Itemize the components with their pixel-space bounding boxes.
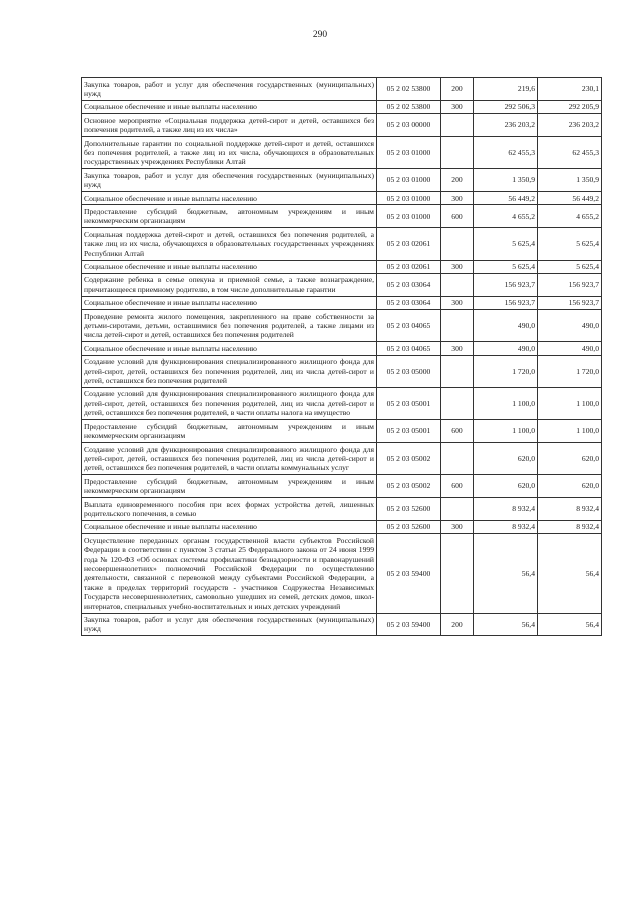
- row-code-cell: 05 2 03 03064: [377, 273, 441, 296]
- row-expense-type-cell: [441, 443, 474, 475]
- row-expense-type-cell: 600: [441, 205, 474, 228]
- row-code-cell: 05 2 03 00000: [377, 114, 441, 137]
- table-row: [82, 296, 602, 309]
- row-name-cell: Создание условий для функционирования специализированного жилищного фонда для детей-сирот, детей, оставшихся без попечения родителей, лиц из числа детей-сирот и детей, оставшихся без попечения родителей, в части оплаты налога на имущество: [82, 387, 377, 419]
- row-amount-2-cell: 230,1: [538, 78, 602, 101]
- row-amount-1-cell: 1 100,0: [474, 420, 538, 443]
- row-amount-2-cell: 56 449,2: [538, 192, 602, 205]
- row-expense-type-cell: [441, 534, 474, 613]
- table-row: [82, 169, 602, 192]
- row-name-cell: Содержание ребенка в семье опекуна и приемной семье, а также вознаграждение, причитающееся приемному родителю, в том числе дополнительные гарантии: [82, 273, 377, 296]
- row-expense-type-cell: [441, 114, 474, 137]
- row-amount-2-cell: 8 932,4: [538, 520, 602, 533]
- table-row: [82, 205, 602, 228]
- row-amount-1-cell: 1 720,0: [474, 355, 538, 387]
- row-amount-1-cell: 236 203,2: [474, 114, 538, 137]
- row-amount-2-cell: 5 625,4: [538, 260, 602, 273]
- table-row: [82, 260, 602, 273]
- row-expense-type-cell: [441, 498, 474, 521]
- row-name-cell: Выплата единовременного пособия при всех формах устройства детей, лишенных родительского попечения, в семью: [82, 498, 377, 521]
- table-row: [82, 114, 602, 137]
- row-amount-1-cell: 292 506,3: [474, 100, 538, 113]
- row-name-cell: Социальное обеспечение и иные выплаты населению: [82, 192, 377, 205]
- row-code-cell: 05 2 03 01000: [377, 205, 441, 228]
- row-expense-type-cell: 300: [441, 100, 474, 113]
- row-code-cell: 05 2 03 02061: [377, 260, 441, 273]
- page-number: 290: [312, 30, 328, 40]
- row-name-cell: Социальное обеспечение и иные выплаты населению: [82, 342, 377, 355]
- row-code-cell: 05 2 03 05001: [377, 387, 441, 419]
- table-row: [82, 443, 602, 475]
- row-amount-1-cell: 1 100,0: [474, 387, 538, 419]
- budget-table-body: [82, 78, 602, 636]
- row-expense-type-cell: [441, 137, 474, 169]
- table-row: [82, 475, 602, 498]
- row-name-cell: Социальное обеспечение и иные выплаты населению: [82, 260, 377, 273]
- row-amount-2-cell: 1 350,9: [538, 169, 602, 192]
- row-amount-1-cell: 156 923,7: [474, 296, 538, 309]
- row-code-cell: 05 2 02 53800: [377, 78, 441, 101]
- row-name-cell: Осуществление переданных органам государственной власти субъектов Российской Федерации в соответствии с пунктом 3 статьи 25 Федерального закона от 24 июня 1999 года № 120-ФЗ «Об основах системы профилактики безнадзорности и правонарушений несовершеннолетних» полномочий Российской Федерации по осуществлению деятельности, связанной с перевозкой между субъектами Российской Федерации, а также в пределах территорий государств - участников Содружества Независимых Государств несовершеннолетних, самовольно ушедших из семей, детских домов, школ-интернатов, специальных учебно-воспитательных и иных детских учреждений: [82, 534, 377, 613]
- row-name-cell: Создание условий для функционирования специализированного жилищного фонда для детей-сирот, детей, оставшихся без попечения родителей, лиц из числа детей-сирот и детей, оставшихся без попечения родителей, в части оплаты коммунальных услуг: [82, 443, 377, 475]
- row-amount-2-cell: 236 203,2: [538, 114, 602, 137]
- row-name-cell: Социальное обеспечение и иные выплаты населению: [82, 296, 377, 309]
- row-code-cell: 05 2 03 05002: [377, 443, 441, 475]
- row-name-cell: Создание условий для функционирования специализированного жилищного фонда для детей-сирот, детей, оставшихся без попечения родителей, лиц из числа детей-сирот и детей, оставшихся без попечения родителей: [82, 355, 377, 387]
- row-code-cell: 05 2 03 01000: [377, 137, 441, 169]
- row-expense-type-cell: [441, 310, 474, 342]
- row-amount-2-cell: 1 100,0: [538, 420, 602, 443]
- row-code-cell: 05 2 03 05002: [377, 475, 441, 498]
- row-expense-type-cell: 300: [441, 192, 474, 205]
- table-row: [82, 228, 602, 260]
- table-row: [82, 387, 602, 419]
- row-amount-2-cell: 56,4: [538, 613, 602, 636]
- row-amount-2-cell: 5 625,4: [538, 228, 602, 260]
- row-amount-2-cell: 56,4: [538, 534, 602, 613]
- row-code-cell: 05 2 03 01000: [377, 169, 441, 192]
- table-row: [82, 100, 602, 113]
- row-expense-type-cell: [441, 228, 474, 260]
- row-amount-1-cell: 156 923,7: [474, 273, 538, 296]
- table-row: [82, 78, 602, 101]
- row-code-cell: 05 2 03 03064: [377, 296, 441, 309]
- row-amount-1-cell: 8 932,4: [474, 498, 538, 521]
- row-name-cell: Предоставление субсидий бюджетным, автономным учреждениям и иным некоммерческим организациям: [82, 475, 377, 498]
- row-amount-2-cell: 156 923,7: [538, 296, 602, 309]
- row-amount-2-cell: 1 100,0: [538, 387, 602, 419]
- row-expense-type-cell: 300: [441, 520, 474, 533]
- table-row: [82, 137, 602, 169]
- row-name-cell: Социальная поддержка детей-сирот и детей, оставшихся без попечения родителей, а также лиц из их числа, обучающихся в образовательных государственных учреждениях Республики Алтай: [82, 228, 377, 260]
- row-amount-2-cell: 4 655,2: [538, 205, 602, 228]
- row-expense-type-cell: 200: [441, 613, 474, 636]
- row-amount-1-cell: 490,0: [474, 310, 538, 342]
- row-amount-1-cell: 8 932,4: [474, 520, 538, 533]
- row-name-cell: Проведение ремонта жилого помещения, закрепленного на праве собственности за детьми-сиротами, детьми, оставшимися без попечения родителей, а также лицами из числа детей-сирот и детей, оставшихся без попечения родителей: [82, 310, 377, 342]
- table-row: [82, 273, 602, 296]
- row-expense-type-cell: [441, 273, 474, 296]
- row-code-cell: 05 2 03 04065: [377, 342, 441, 355]
- row-expense-type-cell: 300: [441, 296, 474, 309]
- row-name-cell: Закупка товаров, работ и услуг для обеспечения государственных (муниципальных) нужд: [82, 78, 377, 101]
- row-code-cell: 05 2 03 59400: [377, 534, 441, 613]
- row-amount-2-cell: 8 932,4: [538, 498, 602, 521]
- row-name-cell: Предоставление субсидий бюджетным, автономным учреждениям и иным некоммерческим организациям: [82, 420, 377, 443]
- row-amount-1-cell: 1 350,9: [474, 169, 538, 192]
- row-amount-1-cell: 219,6: [474, 78, 538, 101]
- table-row: [82, 534, 602, 613]
- row-expense-type-cell: [441, 387, 474, 419]
- row-amount-1-cell: 56 449,2: [474, 192, 538, 205]
- row-expense-type-cell: 600: [441, 420, 474, 443]
- row-amount-1-cell: 56,4: [474, 613, 538, 636]
- budget-table: [81, 77, 602, 636]
- table-row: [82, 613, 602, 636]
- row-name-cell: Закупка товаров, работ и услуг для обеспечения государственных (муниципальных) нужд: [82, 169, 377, 192]
- row-amount-1-cell: 5 625,4: [474, 260, 538, 273]
- row-code-cell: 05 2 03 52600: [377, 520, 441, 533]
- row-name-cell: Закупка товаров, работ и услуг для обеспечения государственных (муниципальных) нужд: [82, 613, 377, 636]
- row-amount-2-cell: 490,0: [538, 342, 602, 355]
- row-amount-1-cell: 490,0: [474, 342, 538, 355]
- row-amount-1-cell: 620,0: [474, 475, 538, 498]
- row-amount-2-cell: 620,0: [538, 475, 602, 498]
- row-amount-1-cell: 620,0: [474, 443, 538, 475]
- table-row: [82, 520, 602, 533]
- row-code-cell: 05 2 02 53800: [377, 100, 441, 113]
- row-code-cell: 05 2 03 05000: [377, 355, 441, 387]
- table-row: [82, 420, 602, 443]
- row-amount-2-cell: 292 205,9: [538, 100, 602, 113]
- row-expense-type-cell: 200: [441, 78, 474, 101]
- row-amount-1-cell: 5 625,4: [474, 228, 538, 260]
- row-code-cell: 05 2 03 59400: [377, 613, 441, 636]
- row-expense-type-cell: [441, 355, 474, 387]
- row-expense-type-cell: 200: [441, 169, 474, 192]
- row-code-cell: 05 2 03 52600: [377, 498, 441, 521]
- row-code-cell: 05 2 03 05001: [377, 420, 441, 443]
- row-amount-1-cell: 4 655,2: [474, 205, 538, 228]
- table-row: [82, 192, 602, 205]
- row-name-cell: Предоставление субсидий бюджетным, автономным учреждениям и иным некоммерческим организациям: [82, 205, 377, 228]
- row-expense-type-cell: 600: [441, 475, 474, 498]
- row-code-cell: 05 2 03 04065: [377, 310, 441, 342]
- row-amount-2-cell: 1 720,0: [538, 355, 602, 387]
- row-code-cell: 05 2 03 01000: [377, 192, 441, 205]
- row-expense-type-cell: 300: [441, 342, 474, 355]
- table-row: [82, 498, 602, 521]
- row-amount-2-cell: 156 923,7: [538, 273, 602, 296]
- row-name-cell: Основное мероприятие «Социальная поддержка детей-сирот и детей, оставшихся без попечения родителей, а также лиц из их числа»: [82, 114, 377, 137]
- row-name-cell: Социальное обеспечение и иные выплаты населению: [82, 100, 377, 113]
- table-row: [82, 355, 602, 387]
- row-amount-1-cell: 56,4: [474, 534, 538, 613]
- row-amount-2-cell: 620,0: [538, 443, 602, 475]
- table-row: [82, 310, 602, 342]
- row-expense-type-cell: 300: [441, 260, 474, 273]
- row-amount-2-cell: 490,0: [538, 310, 602, 342]
- row-amount-2-cell: 62 455,3: [538, 137, 602, 169]
- table-row: [82, 342, 602, 355]
- row-amount-1-cell: 62 455,3: [474, 137, 538, 169]
- row-name-cell: Социальное обеспечение и иные выплаты населению: [82, 520, 377, 533]
- row-name-cell: Дополнительные гарантии по социальной поддержке детей-сирот и детей, оставшихся без попечения родителей, а также лиц из их числа, обучающихся в образовательных государственных учреждениях Республики Алтай: [82, 137, 377, 169]
- row-code-cell: 05 2 03 02061: [377, 228, 441, 260]
